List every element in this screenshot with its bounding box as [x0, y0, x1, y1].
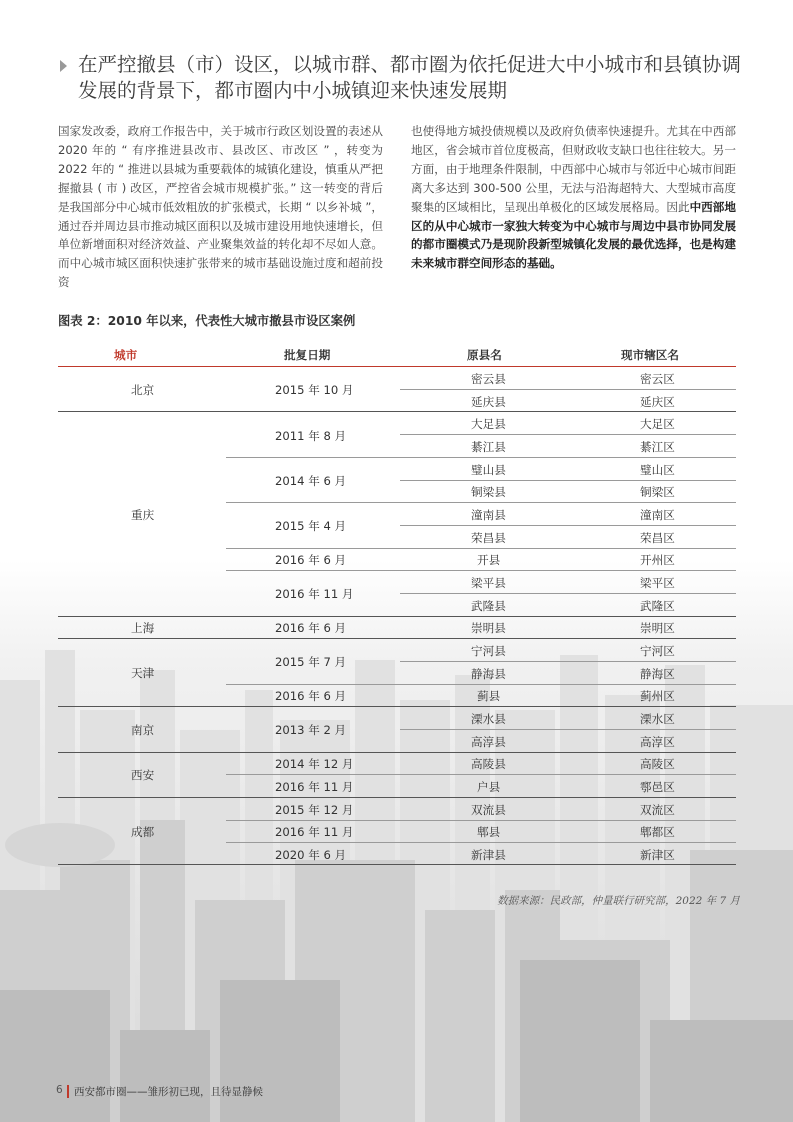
old-county-name: 新津县 — [471, 848, 506, 862]
new-district-name: 溧水区 — [640, 712, 675, 726]
group-divider — [58, 797, 736, 798]
approval-date: 2016 年 11 月 — [275, 825, 354, 839]
city-tianjin: 天津 — [131, 666, 155, 680]
old-county-name: 蓟县 — [477, 689, 501, 703]
data-source-note: 数据来源：民政部，仲量联行研究部，2022 年 7 月 — [497, 895, 740, 907]
approval-date: 2016 年 11 月 — [275, 780, 354, 794]
old-county-name: 静海县 — [471, 667, 506, 681]
new-district-name: 大足区 — [640, 417, 675, 431]
old-county-name: 大足县 — [471, 417, 506, 431]
group-divider — [58, 616, 736, 617]
page-number: 6 — [56, 1084, 63, 1096]
new-district-name: 延庆区 — [640, 395, 675, 409]
city-chengdu: 成都 — [131, 825, 155, 839]
old-county-name: 梁平县 — [471, 576, 506, 590]
triangle-bullet-icon — [60, 60, 67, 72]
row-divider — [400, 661, 736, 662]
body-text: 也使得地方城投债规模以及政府负债率快速提升。尤其在中西部地区，省会城市首位度极高，但财政收支缺口也往往较大。另一方面，由于地理条件限制，中西部中心城市与邻近中心城市间距离大多达到 300-500 公里，无法与沿海超特大、大型城市高度聚集的区域相比，呈现出单极化的区域发展格局。因此 — [411, 124, 736, 214]
row-divider — [226, 842, 736, 843]
approval-date: 2015 年 12 月 — [275, 803, 354, 817]
new-district-name: 高淳区 — [640, 735, 675, 749]
city-beijing: 北京 — [131, 383, 155, 397]
new-district-name: 梁平区 — [640, 576, 675, 590]
body-text-bold: 中西部地区的从中心城市一家独大转变为中心城市与周边中县市协同发展的都市圈模式乃是现阶段新型城镇化发展的最优选择，也是构建未来城市群空间形态的基础。 — [411, 199, 736, 271]
approval-date: 2016 年 6 月 — [275, 553, 347, 567]
new-district-name: 蓟州区 — [640, 689, 675, 703]
old-county-name: 高淳县 — [471, 735, 506, 749]
row-divider — [400, 480, 736, 481]
approval-date: 2016 年 6 月 — [275, 621, 347, 635]
footer-report-title: 西安都市圈——雏形初已现，且待显静候 — [74, 1086, 263, 1098]
body-column-left — [58, 122, 383, 292]
approval-date: 2016 年 11 月 — [275, 587, 354, 601]
new-district-name: 荣昌区 — [640, 531, 675, 545]
row-divider — [400, 434, 736, 435]
row-divider — [226, 684, 736, 685]
old-county-name: 崇明县 — [471, 621, 506, 635]
new-district-name: 武隆区 — [640, 599, 675, 613]
figure-title: 图表 2：2010 年以来，代表性大城市撤县市设区案例 — [58, 314, 356, 328]
city-xian: 西安 — [131, 768, 155, 782]
old-county-name: 延庆县 — [471, 395, 506, 409]
old-county-name: 开县 — [477, 553, 501, 567]
section-heading-text: 在严控撤县（市）设区，以城市群、都市圈为依托促进大中小城市和县镇协调发展的背景下，都市圈内中小城镇迎来快速发展期 — [78, 53, 742, 102]
new-district-name: 璧山区 — [640, 463, 675, 477]
approval-date: 2014 年 12 月 — [275, 757, 354, 771]
city-shanghai: 上海 — [131, 621, 155, 635]
column-header-date: 批复日期 — [284, 348, 331, 362]
old-county-name: 铜梁县 — [471, 485, 506, 499]
cases-table — [58, 341, 736, 863]
group-divider — [58, 706, 736, 707]
new-district-name: 铜梁区 — [640, 485, 675, 499]
old-county-name: 双流县 — [471, 803, 506, 817]
approval-date: 2015 年 4 月 — [275, 519, 347, 533]
approval-date: 2015 年 7 月 — [275, 655, 347, 669]
new-district-name: 高陵区 — [640, 757, 675, 771]
body-column-right — [411, 122, 736, 273]
new-district-name: 密云区 — [640, 372, 675, 386]
old-county-name: 武隆县 — [471, 599, 506, 613]
row-divider — [226, 548, 736, 549]
group-divider — [58, 411, 736, 412]
row-divider — [400, 593, 736, 594]
row-divider — [400, 525, 736, 526]
new-district-name: 崇明区 — [640, 621, 675, 635]
old-county-name: 宁河县 — [471, 644, 506, 658]
column-header-new-district: 现市辖区名 — [621, 348, 679, 362]
column-header-city: 城市 — [114, 348, 138, 362]
new-district-name: 潼南区 — [640, 508, 675, 522]
approval-date: 2016 年 6 月 — [275, 689, 347, 703]
old-county-name: 荣昌县 — [471, 531, 506, 545]
footer-accent-bar — [67, 1085, 69, 1098]
group-divider — [58, 752, 736, 753]
table-bottom-rule — [58, 864, 736, 865]
old-county-name: 綦江县 — [471, 440, 506, 454]
approval-date: 2020 年 6 月 — [275, 848, 347, 862]
old-county-name: 璧山县 — [471, 463, 506, 477]
old-county-name: 潼南县 — [471, 508, 506, 522]
row-divider — [226, 570, 736, 571]
body-paragraph-right — [411, 122, 736, 273]
row-divider — [226, 502, 736, 503]
old-county-name: 溧水县 — [471, 712, 506, 726]
approval-date: 2014 年 6 月 — [275, 474, 347, 488]
group-divider — [58, 638, 736, 639]
row-divider — [226, 457, 736, 458]
old-county-name: 户县 — [477, 780, 501, 794]
new-district-name: 开州区 — [640, 553, 675, 567]
city-chongqing: 重庆 — [131, 508, 155, 522]
old-county-name: 高陵县 — [471, 757, 506, 771]
new-district-name: 宁河区 — [640, 644, 675, 658]
new-district-name: 鄠邑区 — [640, 780, 675, 794]
row-divider — [400, 729, 736, 730]
city-nanjing: 南京 — [131, 723, 155, 737]
new-district-name: 双流区 — [640, 803, 675, 817]
old-county-name: 密云县 — [471, 372, 506, 386]
column-header-old-county: 原县名 — [467, 348, 502, 362]
body-text: 国家发改委，政府工作报告中，关于城市行政区划设置的表述从2020 年的 “ 有序推进县改市、县改区、市改区 ” ，转变为 2022 年的 “ 推进以县城为重要载体的城镇化建设，慎重从严把握撤县 ( 市 ) 改区，严控省会城市规模扩张。” 这一转变的背后是我国部分中心城市低效粗放的扩张模式，长期 “ 以乡补城 ”，通过吞并周边县市推动城区面积以及城市建设用地快速增长，但单位新增面积对经济效益、产业聚集效益的转化却不尽如人意。而中心城市城区面积快速扩张带来的城市基础设施过度和超前投资 — [58, 124, 383, 290]
approval-date: 2011 年 8 月 — [275, 429, 347, 443]
row-divider — [226, 820, 736, 821]
row-divider — [226, 774, 736, 775]
new-district-name: 静海区 — [640, 667, 675, 681]
approval-date: 2013 年 2 月 — [275, 723, 347, 737]
body-paragraph-left — [58, 122, 383, 292]
approval-date: 2015 年 10 月 — [275, 383, 354, 397]
new-district-name: 綦江区 — [640, 440, 675, 454]
row-divider — [400, 389, 736, 390]
header-rule — [58, 366, 736, 367]
new-district-name: 新津区 — [640, 848, 675, 862]
old-county-name: 郫县 — [477, 825, 501, 839]
new-district-name: 郫都区 — [640, 825, 675, 839]
